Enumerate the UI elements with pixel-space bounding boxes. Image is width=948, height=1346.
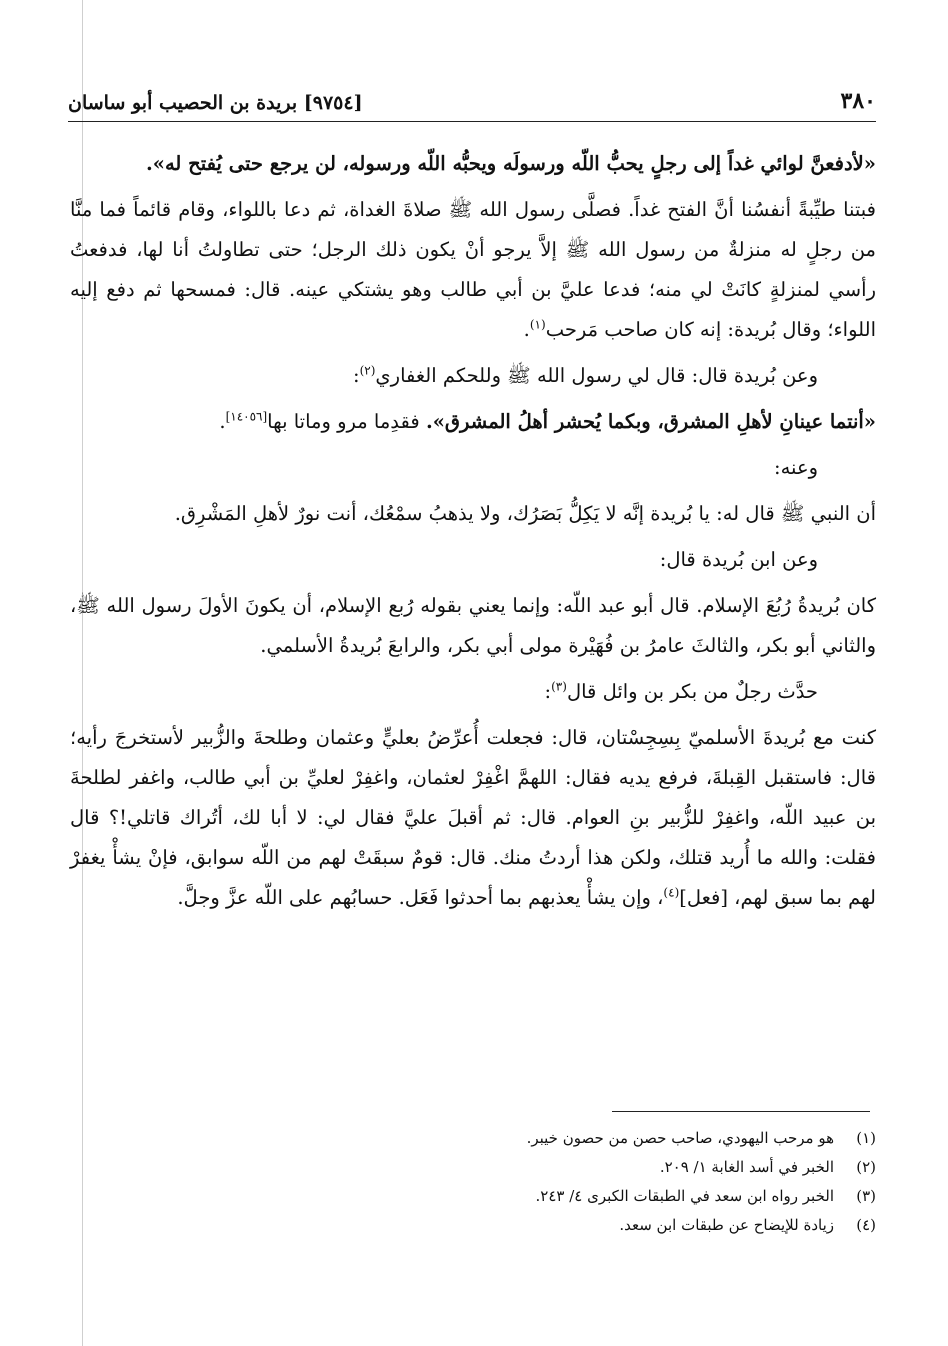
paragraph-text: ، وإن يشأْ يعذبهم بما أحدثوا فَعَل. حسابُهم على اللّه عزَّ وجلَّ. [177, 886, 664, 909]
page-header [68, 80, 876, 114]
paragraph-text: فقدِما مرو وماتا بها [267, 410, 426, 433]
paragraph-text: وعن بُريدة قال: قال لي رسول الله ﷺ وللحكم الغفاري [375, 364, 818, 387]
footnote-ref: (٤) [663, 885, 680, 900]
paragraph-6 [70, 494, 876, 534]
punctuation: . [523, 318, 530, 341]
paragraph-text: وعنه: [774, 456, 818, 479]
paragraph-text: كان بُريدةُ رُبُعَ الإسلام. قال أبو عبد اللّه: وإنما يعني بقوله رُبع الإسلام، أن يكونَ الأولَ رسول الله ﷺ، والثاني أبو بكر، والثالثَ عامرُ بن فُهَيْرة مولى أبي بكر، والرابعَ بُريدةُ الأسلمي. [70, 594, 876, 657]
footnote-number: (٢) [856, 1158, 876, 1176]
footnote-text: هو مرحب اليهودي، صاحب حصن من حصون خيبر. [526, 1129, 834, 1147]
header-rule [68, 121, 876, 122]
paragraph-text: أن النبي ﷺ قال له: يا بُريدة إنَّه لا يَكِلُّ بَصَرُك، ولا يذهبُ سمْعُك، أنت نورٌ لأهلِ المَشْرِق. [174, 502, 876, 525]
paragraph-8 [70, 586, 876, 666]
punctuation: . [219, 410, 226, 433]
hadith-text: «أنتما عينانِ لأهلِ المشرق، وبكما يُحشر أهلُ المشرق». [425, 410, 876, 433]
footnote-item [80, 1124, 876, 1153]
footnote-item [80, 1182, 876, 1211]
footnote-number: (٣) [856, 1187, 876, 1205]
paragraph-hadith-1 [70, 144, 876, 184]
paragraph-7 [70, 540, 876, 580]
paragraph-text: وعن ابن بُريدة قال: [659, 548, 818, 571]
footnote-number: (٤) [856, 1216, 876, 1234]
main-text [70, 144, 876, 924]
footnote-ref: (١) [529, 317, 546, 332]
footnote-number: (١) [856, 1129, 876, 1147]
footnote-ref: (٢) [359, 363, 376, 378]
footnotes [80, 1124, 876, 1240]
page-number: ٣٨٠ [840, 88, 876, 114]
paragraph-2 [70, 190, 876, 350]
footnote-item [80, 1153, 876, 1182]
paragraph-3 [70, 356, 876, 396]
paragraph-5 [70, 448, 876, 488]
footnote-text: زيادة للإيضاح عن طبقات ابن سعد. [619, 1216, 834, 1234]
punctuation: : [352, 364, 360, 387]
footnote-text: الخبر في أسد الغابة ١/ ٢٠٩. [659, 1158, 834, 1176]
footnote-text: الخبر رواه ابن سعد في الطبقات الكبرى ٤/ ٢٤٣. [535, 1187, 834, 1205]
punctuation: : [544, 680, 552, 703]
footnote-rule [612, 1111, 870, 1112]
hadith-text: «لأدفعنَّ لوائي غداً إلى رجلٍ يحبُّ اللّه ورسولَه ويحبُّه اللّه ورسوله، لن يرجع حتى يُفتح له». [146, 152, 876, 175]
footnote-item [80, 1211, 876, 1240]
paragraph-10 [70, 718, 876, 918]
running-title: [٩٧٥٤] بريدة بن الحصيب أبو ساسان [68, 92, 363, 114]
footnote-ref: (٣) [551, 679, 567, 694]
paragraph-text: كنت مع بُريدةَ الأسلميّ بِسِجِسْتان، قال: فجعلت أُعرِّضُ بعليٍّ وعثمان وطلحةَ والزُّبير لأستخرجَ رأيه؛ قال: فاستقبل القِبلةَ، فرفع يديه فقال: اللهمَّ اغْفِرْ لعثمان، واغفِرْ لعليِّ بن أبي طالب، واغفر لطلحةَ بن عبيد اللّه، واغفِرْ للزُّبير بنِ العوام. قال: ثم أقبلَ عليَّ فقال لي: لا أبا لك، أتُراك قاتلي!؟ قال فقلت: والله ما أُريد قتلك، ولكن هذا أردتُ منك. قال: قومٌ سبقَتْ لهم من اللّه سوابق، فإنْ يشأْ يغفرْ لهم بما سبق لهم، [فعل] [70, 726, 876, 909]
cross-reference: [١٤٠٥٦] [225, 409, 268, 424]
paragraph-9 [70, 672, 876, 712]
paragraph-text: فبتنا طيِّبةً أنفسُنا أنَّ الفتح غداً. فصلَّى رسول الله ﷺ صلاةَ الغداة، ثم دعا باللواء، وقام قائماً فما منَّا من رجلٍ له منزلةٌ من رسول الله ﷺ إلاَّ يرجو أنْ يكون ذلك الرجل؛ حتى تطاولتُ أنا لها، فدفعتُ رأسي لمنزلةٍ كانَتْ لي منه؛ فدعا عليَّ بن أبي طالب وهو يشتكي عينه. قال: فمسحها ثم دفع إليه اللواء؛ وقال بُريدة: إنه كان صاحب مَرحب [70, 198, 876, 341]
paragraph-4 [70, 402, 876, 442]
paragraph-text: حدَّث رجلٌ من بكر بن وائل قال [566, 680, 818, 703]
